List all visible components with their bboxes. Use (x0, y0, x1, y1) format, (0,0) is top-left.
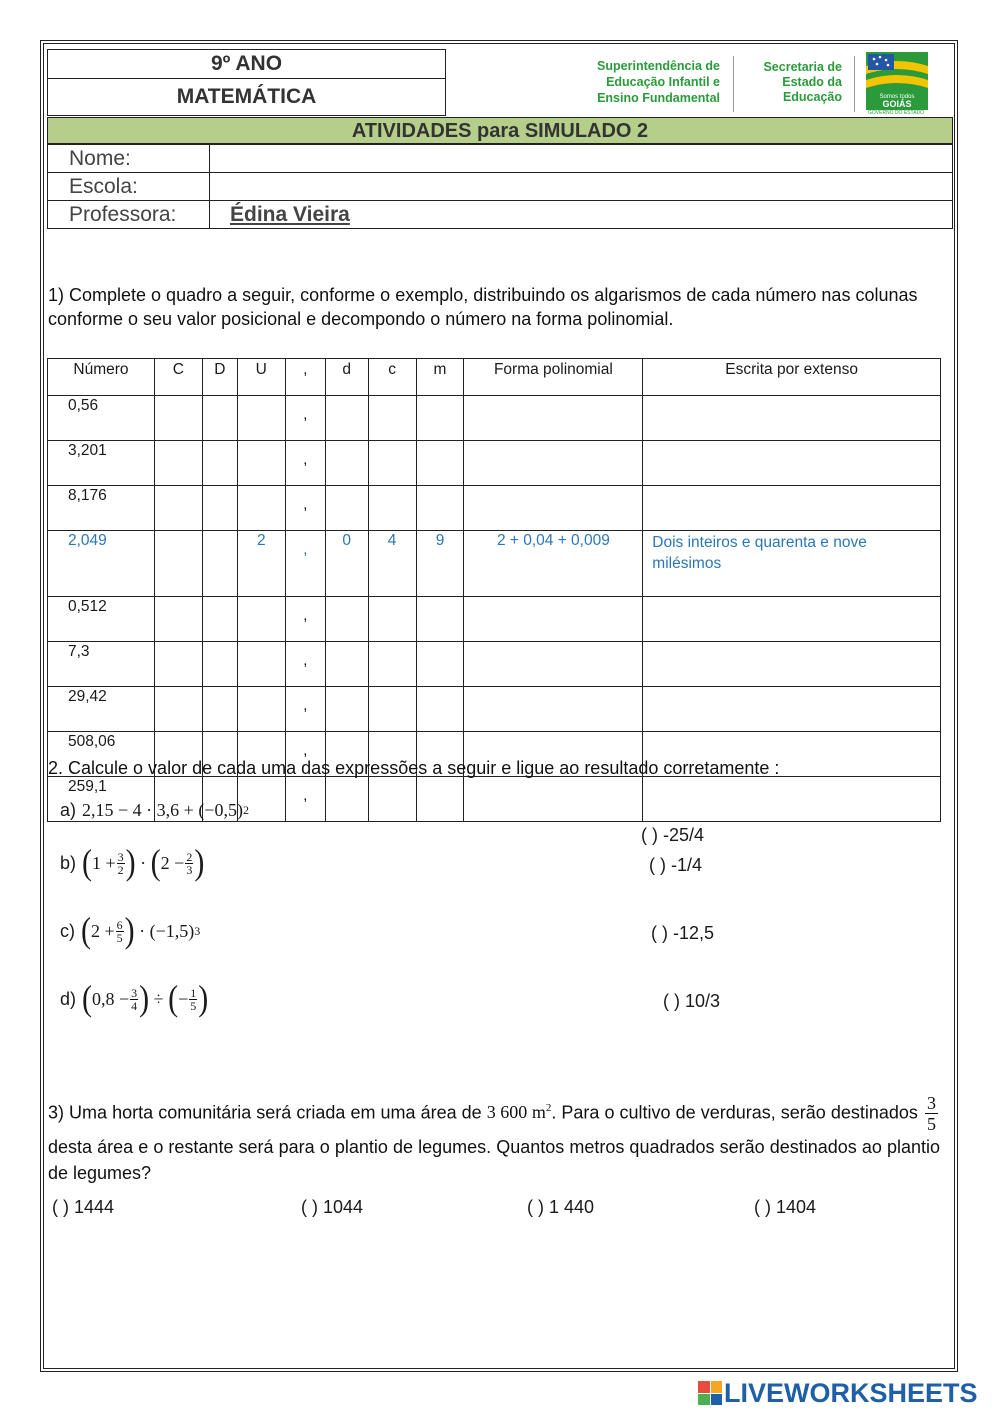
comma-cell: , (285, 486, 325, 531)
table-header-row (48, 359, 941, 396)
student-fields (47, 144, 953, 229)
col-header: c (368, 359, 416, 396)
answer-option[interactable]: ( ) -12,5 (651, 923, 715, 943)
fraction: $\frac{2}{3}$ (186, 849, 193, 877)
school-label: Escola: (48, 173, 210, 201)
question-2-text: 2. Calcule o valor de cada uma das expressões a seguir e ligue ao resultado corretamente : (48, 758, 780, 778)
input-cell[interactable] (325, 687, 368, 732)
table-row (48, 486, 941, 531)
input-cell[interactable] (154, 441, 202, 486)
number-cell: 259,1 (48, 777, 155, 822)
input-cell[interactable] (368, 687, 416, 732)
col-header: m (416, 359, 464, 396)
school-field[interactable] (210, 173, 953, 201)
input-cell[interactable] (237, 687, 285, 732)
input-cell[interactable] (202, 441, 237, 486)
input-cell[interactable] (368, 642, 416, 687)
col-header: d (325, 359, 368, 396)
col-header: C (154, 359, 202, 396)
example-row (48, 531, 941, 597)
answer-option[interactable]: ( ) -1/4 (649, 855, 703, 875)
comma-cell: , (285, 732, 325, 777)
grade-label: 9º ANO (48, 50, 446, 79)
number-cell: 0,512 (48, 597, 155, 642)
input-cell[interactable] (464, 642, 643, 687)
input-cell[interactable] (416, 597, 464, 642)
fraction: $\frac{3}{5}$ (926, 1093, 936, 1134)
expression-d: d) ( 0,8 − $\frac{3}{4}$ ) ÷ ( − $\frac{1}{5}$ ) (60, 978, 209, 1019)
hundredths-cell: 4 (368, 531, 416, 597)
comma-cell: , (285, 531, 325, 597)
teacher-field: Édina Vieira (210, 201, 953, 229)
expression-c: c) ( 2 + $\frac{6}{5}$ ) · (−1,5) 3 (60, 910, 201, 951)
question-3-text: 3) Uma horta comunitária será criada em uma área de 3 600 $m^2$. Para o cultivo de verduras, serão destinados $\frac{3}{5}$ desta área e o restante será para o plantio de legumes. Quantos metros quadrados serão destinados ao plantio de legumes? (48, 1093, 940, 1183)
input-cell[interactable] (202, 642, 237, 687)
input-cell[interactable] (368, 486, 416, 531)
svg-text:GOIÁS: GOIÁS (882, 98, 912, 109)
comma-cell: , (285, 777, 325, 822)
logo-superintendencia: Superintendência de Educação Infantil e Ensino Fundamental (597, 58, 720, 105)
tenths-cell: 0 (325, 531, 368, 597)
teacher-label: Professora: (48, 201, 210, 229)
number-cell: 8,176 (48, 486, 155, 531)
answer-option[interactable]: ( ) 1044 (301, 1197, 364, 1217)
input-cell[interactable] (643, 441, 941, 486)
input-cell[interactable] (237, 396, 285, 441)
name-label: Nome: (48, 145, 210, 173)
input-cell[interactable] (464, 687, 643, 732)
number-cell: 2,049 (48, 531, 155, 597)
number-cell: 0,56 (48, 396, 155, 441)
logo-area (446, 50, 954, 116)
input-cell[interactable] (643, 777, 941, 822)
place-value-table (47, 358, 941, 822)
thousandths-cell: 9 (416, 531, 464, 597)
input-cell[interactable] (325, 441, 368, 486)
col-header: D (202, 359, 237, 396)
table-row (48, 396, 941, 441)
input-cell[interactable] (464, 597, 643, 642)
input-cell[interactable] (643, 396, 941, 441)
input-cell[interactable] (416, 441, 464, 486)
fraction: $\frac{1}{5}$ (190, 985, 197, 1013)
number-cell: 7,3 (48, 642, 155, 687)
table-row (48, 642, 941, 687)
input-cell[interactable] (202, 597, 237, 642)
fraction: $\frac{3}{2}$ (117, 849, 124, 877)
table-row (48, 687, 941, 732)
expression-a: a) 2,15 − 4 · 3,6 + (−0,5) 2 (60, 800, 249, 820)
input-cell[interactable] (154, 486, 202, 531)
input-cell[interactable] (237, 486, 285, 531)
input-cell[interactable] (368, 396, 416, 441)
input-cell[interactable] (416, 642, 464, 687)
input-cell[interactable] (416, 396, 464, 441)
input-cell[interactable] (325, 597, 368, 642)
input-cell[interactable] (325, 486, 368, 531)
input-cell[interactable] (416, 687, 464, 732)
input-cell[interactable] (416, 486, 464, 531)
liveworksheets-icon (698, 1381, 722, 1405)
input-cell[interactable] (464, 396, 643, 441)
input-cell[interactable] (237, 441, 285, 486)
subject-label: MATEMÁTICA (48, 79, 446, 116)
answer-option[interactable]: ( ) 1444 (52, 1197, 115, 1217)
input-cell[interactable] (643, 687, 941, 732)
input-cell[interactable] (643, 486, 941, 531)
input-cell[interactable] (368, 777, 416, 822)
comma-cell: , (285, 396, 325, 441)
input-cell[interactable] (202, 396, 237, 441)
input-cell[interactable] (154, 642, 202, 687)
question-1-text: 1) Complete o quadro a seguir, conforme o exemplo, distribuindo os algarismos de cada número nas colunas conforme o seu valor posicional e decompondo o número na forma polinomial. (48, 285, 918, 329)
input-cell[interactable] (154, 597, 202, 642)
input-cell[interactable] (368, 597, 416, 642)
input-cell[interactable] (325, 642, 368, 687)
expression-b: b) ( 1 + $\frac{3}{2}$ ) · ( 2 − $\frac{2}{3}$ ) (60, 842, 205, 883)
table-row (48, 597, 941, 642)
comma-cell: , (285, 687, 325, 732)
input-cell[interactable] (464, 441, 643, 486)
comma-cell: , (285, 441, 325, 486)
liveworksheets-brand: LIVEWORKSHEETS (698, 1378, 978, 1408)
input-cell[interactable] (154, 396, 202, 441)
col-header: Escrita por extenso (643, 359, 941, 396)
input-cell[interactable] (325, 777, 368, 822)
comma-cell: , (285, 597, 325, 642)
goias-flag-logo (866, 52, 928, 112)
header-table (47, 49, 953, 116)
col-header: Número (48, 359, 155, 396)
svg-text:Somos todos: Somos todos (879, 93, 915, 100)
input-cell[interactable] (325, 396, 368, 441)
input-cell[interactable] (202, 486, 237, 531)
fraction: $\frac{6}{5}$ (116, 917, 123, 945)
col-header: Forma polinomial (464, 359, 643, 396)
words-cell: Dois inteiros e quarenta e nove milésimos (643, 531, 941, 597)
input-cell[interactable] (368, 441, 416, 486)
number-cell: 29,42 (48, 687, 155, 732)
table-row (48, 441, 941, 486)
fraction: $\frac{3}{4}$ (131, 985, 138, 1013)
polynomial-cell: 2 + 0,04 + 0,009 (464, 531, 643, 597)
number-cell: 3,201 (48, 441, 155, 486)
input-cell[interactable] (237, 597, 285, 642)
input-cell[interactable] (202, 687, 237, 732)
answer-option[interactable]: ( ) 1 440 (527, 1197, 595, 1217)
name-field[interactable] (210, 145, 953, 173)
input-cell[interactable] (416, 777, 464, 822)
input-cell[interactable] (464, 486, 643, 531)
answer-option[interactable]: ( ) 10/3 (663, 991, 721, 1011)
input-cell[interactable] (464, 777, 643, 822)
answer-option[interactable]: ( ) -25/4 (641, 825, 705, 845)
logo-secretaria: Secretaria de Estado da Educação (763, 59, 842, 104)
answer-option[interactable]: ( ) 1404 (754, 1197, 817, 1217)
input-cell[interactable] (154, 687, 202, 732)
comma-cell: , (285, 642, 325, 687)
activity-banner: ATIVIDADES para SIMULADO 2 (47, 117, 953, 144)
input-cell[interactable] (643, 597, 941, 642)
input-cell[interactable] (237, 642, 285, 687)
input-cell[interactable] (643, 642, 941, 687)
col-header: , (285, 359, 325, 396)
gov-label: GOVERNO DO ESTADO (868, 109, 925, 116)
units-cell: 2 (237, 531, 285, 597)
number-cell: 508,06 (48, 732, 155, 777)
col-header: U (237, 359, 285, 396)
